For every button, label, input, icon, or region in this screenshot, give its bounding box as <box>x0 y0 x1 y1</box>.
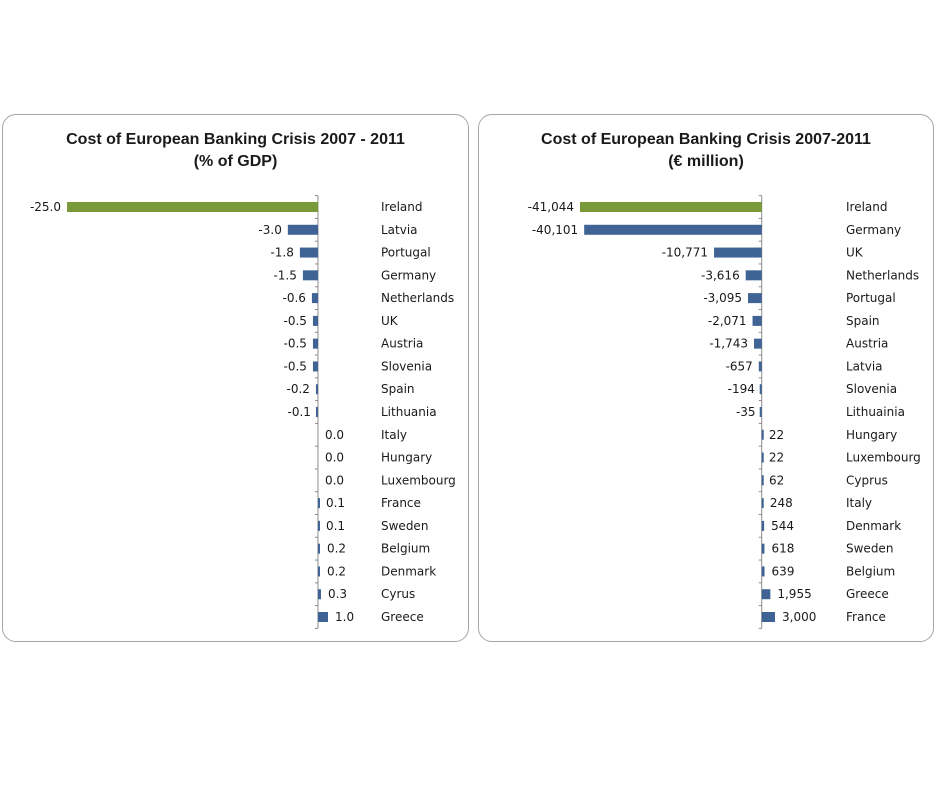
bar <box>316 384 318 394</box>
category-label: Greece <box>846 587 889 602</box>
bar <box>762 521 764 531</box>
data-label: 248 <box>769 496 793 511</box>
bar <box>318 566 320 576</box>
data-label: 0.0 <box>324 450 345 465</box>
bar <box>313 361 318 371</box>
bar <box>300 248 318 258</box>
category-label: Sweden <box>846 541 894 556</box>
data-label: -25.0 <box>29 200 61 214</box>
category-label: Belgium <box>846 564 896 579</box>
data-label: -1.5 <box>273 268 297 283</box>
bar <box>753 316 762 326</box>
bar <box>318 544 320 554</box>
chart-title-line-1: Cost of European Banking Crisis 2007 - 2011 <box>66 131 405 148</box>
category-label: Belgium <box>381 541 431 556</box>
category-label: Netherlands <box>846 268 920 283</box>
bar <box>316 407 318 417</box>
category-label: Cyrus <box>381 587 416 602</box>
category-label: UK <box>381 313 398 328</box>
bar <box>714 248 762 258</box>
category-label: Latvia <box>381 222 418 237</box>
data-label: 0.3 <box>327 587 348 602</box>
chart-title-line-1: Cost of European Banking Crisis 2007-2011 <box>541 131 871 148</box>
data-label: -0.1 <box>287 405 311 419</box>
data-label: -3.0 <box>258 222 282 237</box>
category-label: Greece <box>381 610 424 624</box>
bar <box>760 384 762 394</box>
category-label: Italy <box>381 427 408 442</box>
data-label: -3,616 <box>701 268 740 283</box>
data-label: 1.0 <box>335 610 355 624</box>
bar <box>288 225 318 235</box>
category-label: Sweden <box>381 518 429 533</box>
chart-panel-million <box>478 114 934 642</box>
bar <box>762 498 764 508</box>
bar <box>318 498 320 508</box>
data-label: -35 <box>735 405 756 419</box>
category-label: Lithuainia <box>846 405 905 419</box>
category-label: Slovenia <box>381 359 433 374</box>
bar <box>754 339 762 349</box>
chart-title-line-2: (% of GDP) <box>193 153 278 170</box>
data-label: -194 <box>727 382 755 397</box>
data-label: -10,771 <box>661 245 709 260</box>
data-label: 1,955 <box>777 587 812 602</box>
bar <box>318 612 328 622</box>
data-label: -1,743 <box>709 336 749 351</box>
data-label: 22 <box>768 427 785 442</box>
data-label: 0.0 <box>324 473 345 488</box>
data-label: 0.0 <box>324 427 345 442</box>
data-label: 62 <box>768 473 785 488</box>
data-label: 618 <box>771 541 795 556</box>
category-label: Portugal <box>381 245 431 260</box>
bar <box>313 316 318 326</box>
bar <box>303 270 318 280</box>
data-label: -40,101 <box>531 222 579 237</box>
category-label: Latvia <box>846 359 883 374</box>
data-label: 0.1 <box>325 518 346 533</box>
bar <box>762 589 771 599</box>
category-label: Spain <box>846 313 880 328</box>
category-label: Spain <box>381 382 415 397</box>
category-label: Italy <box>846 496 873 511</box>
data-label: -0.5 <box>283 336 307 351</box>
bar <box>748 293 762 303</box>
category-label: Lithuania <box>381 405 437 419</box>
category-label: Ireland <box>846 200 888 214</box>
category-label: Cyprus <box>846 473 888 488</box>
data-label: -2,071 <box>707 313 747 328</box>
category-label: Austria <box>846 336 889 351</box>
bar <box>67 202 318 212</box>
category-label: Hungary <box>381 450 433 465</box>
category-label: France <box>381 496 421 511</box>
bar <box>759 361 762 371</box>
bar <box>318 589 321 599</box>
data-label: 0.2 <box>326 541 347 556</box>
data-label: -657 <box>725 359 753 374</box>
category-label: Denmark <box>846 518 902 533</box>
bar <box>760 407 762 417</box>
data-label: -1.8 <box>270 245 294 260</box>
chart-title-line-2: (€ million) <box>668 153 744 170</box>
category-label: Germany <box>846 222 902 237</box>
category-label: Austria <box>381 336 424 351</box>
chart-panel-gdp <box>2 114 469 642</box>
bar <box>584 225 762 235</box>
data-label: 0.1 <box>325 496 346 511</box>
data-label: 0.2 <box>326 564 347 579</box>
bar-chart-gdp <box>3 115 470 643</box>
bar <box>762 566 765 576</box>
bar <box>318 521 320 531</box>
category-label: Ireland <box>381 200 423 214</box>
category-label: France <box>846 610 886 624</box>
category-label: Portugal <box>846 291 896 306</box>
category-label: Netherlands <box>381 291 455 306</box>
data-label: -0.5 <box>283 359 307 374</box>
bar <box>762 430 764 440</box>
data-label: 639 <box>771 564 795 579</box>
category-label: Denmark <box>381 564 437 579</box>
category-label: Germany <box>381 268 437 283</box>
category-label: Slovenia <box>846 382 898 397</box>
data-label: -0.2 <box>286 382 310 397</box>
category-label: Luxembourg <box>381 473 456 488</box>
bar <box>746 270 762 280</box>
category-label: UK <box>846 245 863 260</box>
bar <box>312 293 318 303</box>
data-label: -0.6 <box>282 291 306 306</box>
bar <box>313 339 318 349</box>
bar <box>762 453 764 463</box>
data-label: 544 <box>771 518 795 533</box>
bar-chart-million <box>479 115 935 643</box>
bar <box>762 544 765 554</box>
data-label: 3,000 <box>782 610 817 624</box>
data-label: -41,044 <box>527 200 574 214</box>
category-label: Luxembourg <box>846 450 921 465</box>
data-label: 22 <box>768 450 785 465</box>
data-label: -3,095 <box>703 291 743 306</box>
bar <box>580 202 762 212</box>
data-label: -0.5 <box>283 313 307 328</box>
category-label: Hungary <box>846 427 898 442</box>
bar <box>762 612 775 622</box>
bar <box>762 475 764 485</box>
